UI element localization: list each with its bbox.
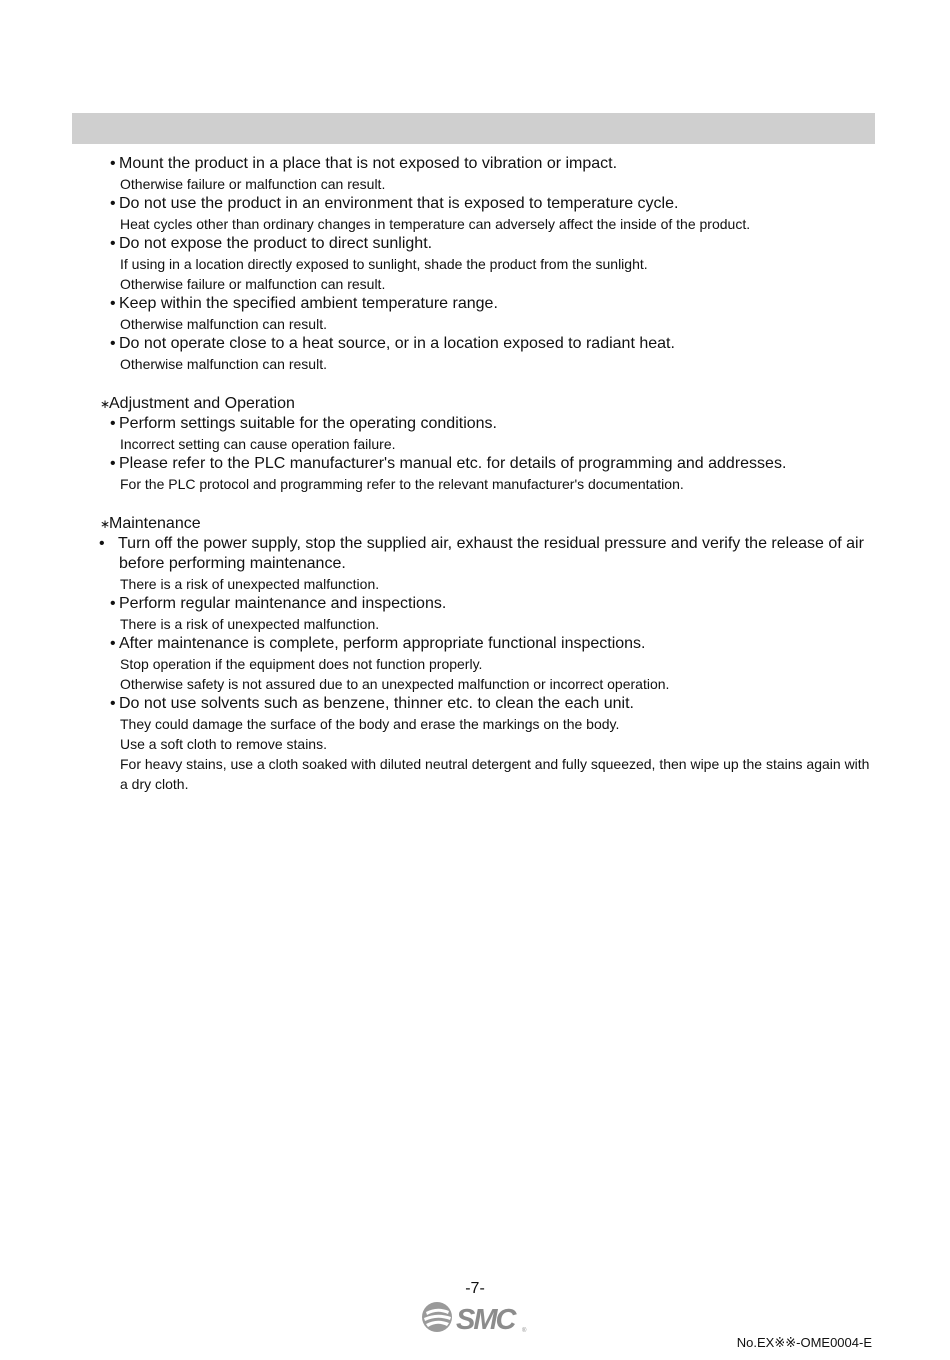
bullet-icon: • [99, 535, 105, 552]
item-title: • Turn off the power supply, stop the supplied air, exhaust the residual pressure and verify the release of air before performing maintenance. [99, 535, 864, 572]
item-note: Otherwise malfunction can result. [120, 316, 327, 332]
document-number: No.EX※※-OME0004-E [736, 1335, 872, 1350]
bullet-icon: • [110, 595, 116, 612]
bullet-icon: • [110, 335, 116, 352]
logo-text: SMC [456, 1304, 515, 1336]
list-item [100, 294, 880, 334]
item-title: • Do not use the product in an environment that is exposed to temperature cycle. [110, 195, 679, 212]
page-number: -7- [465, 1280, 485, 1297]
bullet-icon: • [110, 295, 116, 312]
item-title: • Do not expose the product to direct sunlight. [110, 235, 433, 252]
item-note: Incorrect setting can cause operation failure. [120, 436, 396, 452]
list-item [100, 594, 880, 634]
bullet-icon: • [110, 155, 116, 172]
item-note: Stop operation if the equipment does not function properly. [120, 656, 483, 672]
asterisk-icon: ∗ [100, 517, 111, 531]
smc-logo-icon [420, 1300, 530, 1336]
item-note: Heat cycles other than ordinary changes in temperature can adversely affect the inside of the product. [120, 216, 751, 232]
asterisk-icon: ∗ [100, 397, 111, 411]
item-note: Otherwise failure or malfunction can result. [120, 176, 386, 192]
item-title: • Please refer to the PLC manufacturer's manual etc. for details of programming and addresses. [110, 455, 787, 472]
item-note: If using in a location directly exposed to sunlight, shade the product from the sunlight. [120, 256, 648, 272]
section-header-bar [72, 113, 875, 144]
list-item [100, 694, 880, 794]
item-note: Otherwise safety is not assured due to an unexpected malfunction or incorrect operation. [120, 676, 670, 692]
item-note: There is a risk of unexpected malfunction. [120, 616, 380, 632]
item-note: Use a soft cloth to remove stains. [120, 736, 327, 752]
section-heading-maintenance: ∗Maintenance [100, 515, 201, 532]
item-note: For the PLC protocol and programming refer to the relevant manufacturer's documentation. [120, 476, 684, 492]
bullet-icon: • [110, 695, 116, 712]
item-note: Otherwise malfunction can result. [120, 356, 327, 372]
item-title: • After maintenance is complete, perform appropriate functional inspections. [110, 635, 646, 652]
item-title: • Do not use solvents such as benzene, thinner etc. to clean the each unit. [110, 695, 634, 712]
list-item [100, 194, 880, 234]
list-item [100, 454, 880, 494]
item-title: • Perform settings suitable for the operating conditions. [110, 415, 497, 432]
bullet-icon: • [110, 415, 116, 432]
document-body [100, 154, 880, 794]
maintenance-list [100, 534, 880, 794]
item-note: For heavy stains, use a cloth soaked with diluted neutral detergent and fully squeezed, then wipe up the stains again with a dry cloth. [120, 756, 870, 792]
section-heading-adjustment: ∗Adjustment and Operation [100, 395, 295, 412]
item-title: • Perform regular maintenance and inspections. [110, 595, 447, 612]
svg-text:®: ® [522, 1328, 527, 1334]
list-item [100, 414, 880, 454]
list-item [100, 534, 880, 594]
bullet-icon: • [110, 635, 116, 652]
item-title: • Keep within the specified ambient temperature range. [110, 295, 498, 312]
item-title: • Do not operate close to a heat source, or in a location exposed to radiant heat. [110, 335, 675, 352]
list-item [100, 634, 880, 694]
list-item [100, 334, 880, 374]
list-item [100, 234, 880, 294]
environment-list [100, 154, 880, 374]
item-note: Otherwise failure or malfunction can result. [120, 276, 386, 292]
bullet-icon: • [110, 455, 116, 472]
bullet-icon: • [110, 235, 116, 252]
item-title: • Mount the product in a place that is not exposed to vibration or impact. [110, 155, 618, 172]
bullet-icon: • [110, 195, 116, 212]
item-note: They could damage the surface of the body and erase the markings on the body. [120, 716, 620, 732]
list-item [100, 154, 880, 194]
adjustment-list [100, 414, 880, 494]
item-note: There is a risk of unexpected malfunction. [120, 576, 380, 592]
